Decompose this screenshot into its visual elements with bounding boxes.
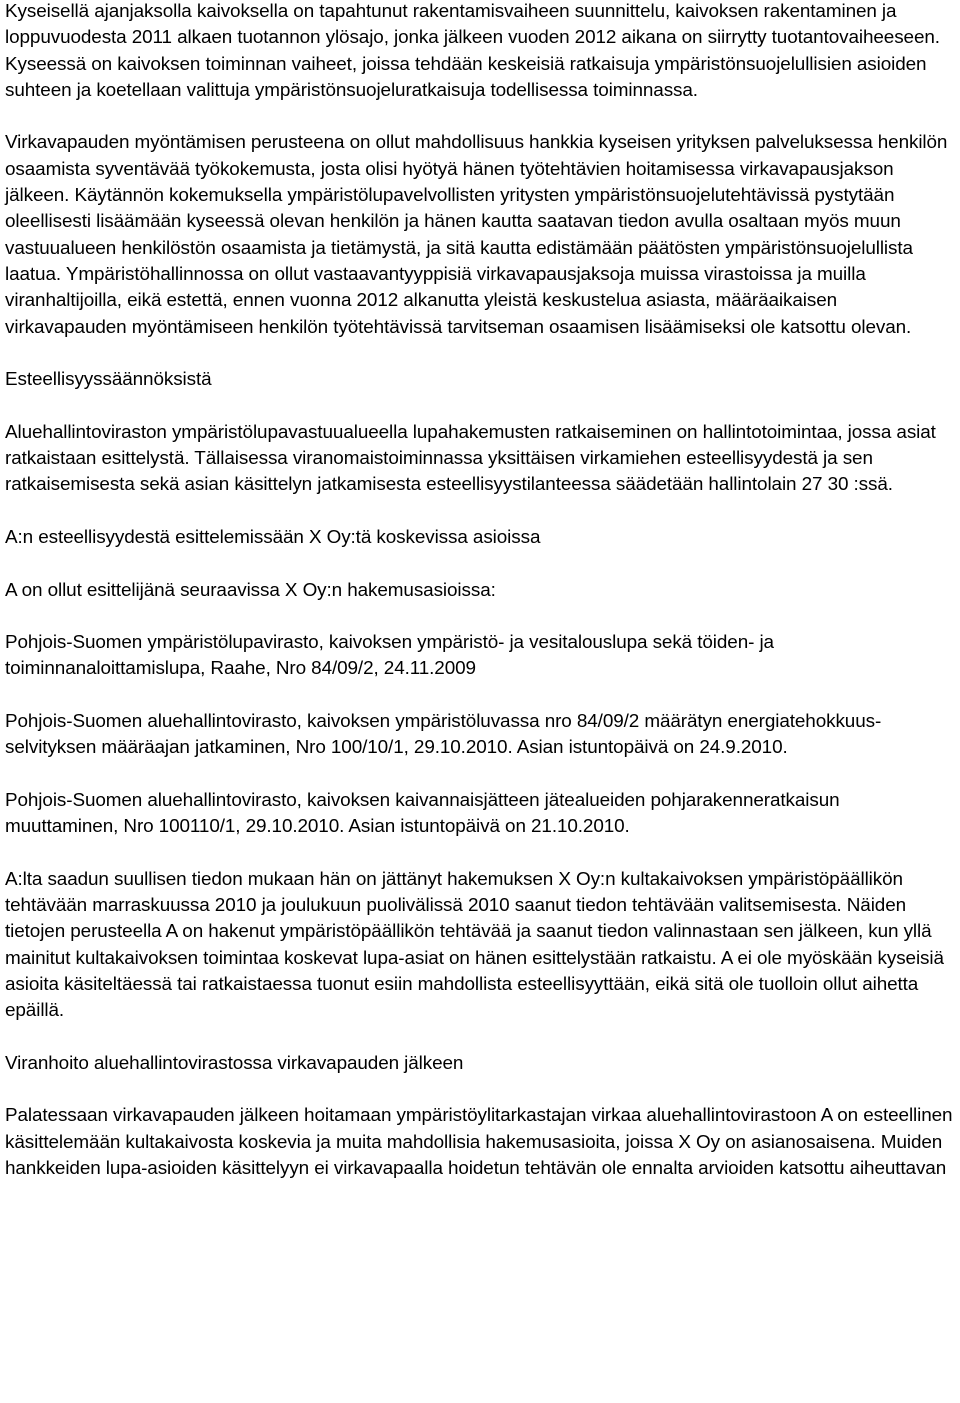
paragraph-presenter-list-intro: A on ollut esittelijänä seuraavissa X Oy:n hakemusasioissa: bbox=[5, 579, 496, 601]
heading-a-disqualification: A:n esteellisyydestä esittelemissään X Oy:tä koskevissa asioissa bbox=[5, 526, 541, 548]
paragraph-application-timeline: A:lta saadun suullisen tiedon mukaan hän on jättänyt hakemuksen X Oy:n kultakaivoksen ympäristöpäällikön tehtävään marraskuussa 2010 ja joulukuun puolivälissä 2010 saanut tiedon tehtävään valitsemisesta. Näiden tietojen perusteella A on hakenut ympäristöpäällikön tehtävää ja saanut tiedon valinnastaan sen jälkeen, kun yllä mainitut kultakaivoksen toimintaa koskevat lupa-asiat on hänen esittelystään ratkaistu. A ei ole myöskään kyseisiä asioita käsiteltäessä tai ratkaistaessa tuonut esiin mahdollista esteellisyyttään, eikä sitä ole tuolloin ollut aihetta epäillä. bbox=[5, 868, 944, 1022]
paragraph-construction-phases: Kyseisellä ajanjaksolla kaivoksella on tapahtunut rakentamisvaiheen suunnittelu, kaivoksen rakentaminen ja loppuvuodesta 2011 alkaen tuotannon ylösajo, jonka jälkeen vuoden 2012 aikana on siirrytty tuotantovaiheeseen. Kyseessä on kaivoksen toiminnan vaiheet, joissa tehdään keskeisiä ratkaisuja ympäristönsuojelullisien asioiden suhteen ja koetellaan valittuja ympäristönsuojeluratkaisuja todellisessa toiminnassa. bbox=[5, 1, 940, 101]
paragraph-leave-justification: Virkavapauden myöntämisen perusteena on ollut mahdollisuus hankkia kyseisen yrityksen palveluksessa henkilön osaamista syventävää työkokemusta, josta olisi hyötyä hänen työtehtävien hoitamisessa virkavapausjakson jälkeen. Käytännön kokemuksella ympäristölupavelvollisten yritysten ympäristönsuojelutehtävissä pystytään oleellisesti lisäämään kyseessä olevan henkilön ja hänen kautta saatavan tiedon avulla osaltaan myös muun vastuualueen henkilöstön osaamista ja tietämystä, ja sitä kautta edistämään päätösten ympäristönsuojelullista laatua. Ympäristöhallinnossa on ollut vastaavantyyppisiä virkavapausjaksoja muissa virastoissa ja muilla viranhaltijoilla, eikä estettä, ennen vuonna 2012 alkanutta yleistä keskustelua asiasta, määräaikaisen virkavapauden myöntämiseen henkilön työtehtävissä tarvitseman osaamisen lisäämiseksi ole katsottu olevan. bbox=[5, 132, 948, 338]
document-page bbox=[5, 0, 955, 1182]
paragraph-disqualification-law: Aluehallintoviraston ympäristölupavastuualueella lupahakemusten ratkaiseminen on hallintotoimintaa, jossa asiat ratkaistaan esittelystä. Tällaisessa viranomaistoiminnassa yksittäisen virkamiehen esteellisyydestä ja sen ratkaisemisesta sekä asian käsittelyn jatkamisesta esteellisyystilanteessa säädetään hallintolain 27 30 :ssä. bbox=[5, 421, 936, 496]
heading-disqualification-rules: Esteellisyyssäännöksistä bbox=[5, 369, 212, 391]
heading-after-leave: Viranhoito aluehallintovirastossa virkavapauden jälkeen bbox=[5, 1052, 464, 1074]
case-entry-3: Pohjois-Suomen aluehallintovirasto, kaivoksen kaivannaisjätteen jätealueiden pohjarakenneratkaisun muuttaminen, Nro 100110/1, 29.10.2010. Asian istuntopäivä on 21.10.2010. bbox=[5, 789, 840, 838]
case-entry-1: Pohjois-Suomen ympäristölupavirasto, kaivoksen ympäristö- ja vesitalouslupa sekä töiden- ja toiminnanaloittamislupa, Raahe, Nro 84/09/2, 24.11.2009 bbox=[5, 632, 774, 680]
case-entry-2: Pohjois-Suomen aluehallintovirasto, kaivoksen ympäristöluvassa nro 84/09/2 määrätyn energiatehokkuus-selvityksen määräajan jatkaminen, Nro 100/10/1, 29.10.2010. Asian istuntopäivä on 24.9.2010. bbox=[5, 711, 882, 759]
paragraph-return-from-leave: Palatessaan virkavapauden jälkeen hoitamaan ympäristöylitarkastajan virkaa aluehallintovirastoon A on esteellinen käsittelemään kultakaivosta koskevia ja muita mahdollisia hakemusasioita, joissa X Oy on asianosaisena. Muiden hankkeiden lupa-asioiden käsittelyyn ei virkavapaalla hoidetun tehtävän ole ennalta arvioiden katsottu aiheuttavan bbox=[5, 1105, 953, 1180]
